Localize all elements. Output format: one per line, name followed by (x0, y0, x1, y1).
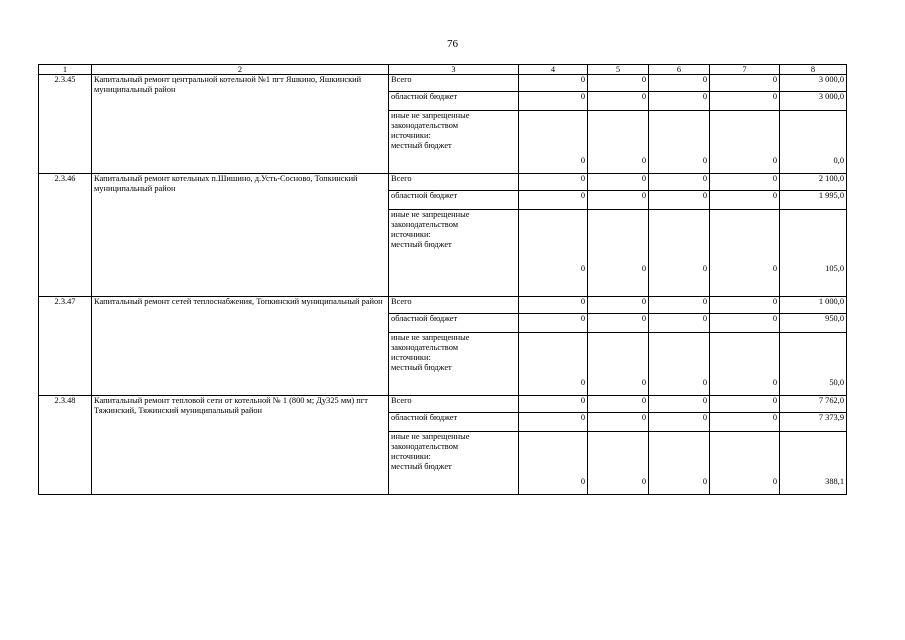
budget-table (38, 64, 847, 495)
item-name: Капитальный ремонт тепловой сети от котельной № 1 (800 м; Ду325 мм) пгт Тяжинский, Тяжинский муниципальный район (92, 396, 389, 495)
source-total-label: Всего (389, 297, 519, 314)
column-header: 2 (92, 65, 389, 75)
value-cell: 0 (588, 191, 649, 210)
table-row-total (39, 75, 847, 92)
source-line: местный бюджет (391, 462, 452, 471)
value-cell: 50,0 (780, 333, 847, 396)
header-row (39, 65, 847, 75)
value-cell: 0 (588, 75, 649, 92)
value-cell: 0 (710, 333, 780, 396)
value-cell: 2 100,0 (780, 174, 847, 191)
value-cell: 3 000,0 (780, 75, 847, 92)
value-cell: 0 (649, 92, 710, 111)
source-line: источники: (391, 452, 431, 461)
value-cell: 388,1 (780, 432, 847, 495)
value-cell: 0 (710, 396, 780, 413)
source-line: источники: (391, 353, 431, 362)
value-cell: 3 000,0 (780, 92, 847, 111)
value-cell: 0 (649, 297, 710, 314)
value-cell: 0 (588, 314, 649, 333)
source-other-label (389, 432, 519, 495)
value-cell: 0 (588, 174, 649, 191)
value-cell: 0 (588, 333, 649, 396)
source-total-label: Всего (389, 75, 519, 92)
value-cell: 0 (649, 174, 710, 191)
source-line: иные не запрещенные (391, 432, 470, 441)
value-cell: 105,0 (780, 210, 847, 297)
table-row-total (39, 396, 847, 413)
value-cell: 0 (519, 297, 588, 314)
value-cell: 0 (588, 210, 649, 297)
value-cell: 0 (649, 432, 710, 495)
value-cell: 7 762,0 (780, 396, 847, 413)
source-other-label (389, 111, 519, 174)
source-line: местный бюджет (391, 141, 452, 150)
item-code: 2.3.46 (39, 174, 92, 297)
value-cell: 0 (649, 333, 710, 396)
item-code: 2.3.47 (39, 297, 92, 396)
value-cell: 1 995,0 (780, 191, 847, 210)
source-total-label: Всего (389, 396, 519, 413)
source-line: иные не запрещенные (391, 333, 470, 342)
item-code: 2.3.45 (39, 75, 92, 174)
value-cell: 7 373,9 (780, 413, 847, 432)
item-name: Капитальный ремонт сетей теплоснабжения, Топкинский муниципальный район (92, 297, 389, 396)
value-cell: 0 (649, 75, 710, 92)
value-cell: 0 (649, 413, 710, 432)
source-line: иные не запрещенные (391, 111, 470, 120)
source-total-label: Всего (389, 174, 519, 191)
source-regional-label: областной бюджет (389, 314, 519, 333)
source-line: источники: (391, 131, 431, 140)
source-regional-label: областной бюджет (389, 413, 519, 432)
value-cell: 0,0 (780, 111, 847, 174)
source-regional-label: областной бюджет (389, 191, 519, 210)
value-cell: 950,0 (780, 314, 847, 333)
value-cell: 0 (519, 396, 588, 413)
item-code: 2.3.48 (39, 396, 92, 495)
value-cell: 0 (710, 191, 780, 210)
value-cell: 0 (710, 174, 780, 191)
source-line: законодательством (391, 121, 459, 130)
source-line: иные не запрещенные (391, 210, 470, 219)
column-header: 5 (588, 65, 649, 75)
page-number: 76 (447, 38, 458, 50)
value-cell: 0 (710, 413, 780, 432)
source-other-label (389, 210, 519, 297)
source-regional-label: областной бюджет (389, 92, 519, 111)
source-other-label (389, 333, 519, 396)
value-cell: 0 (649, 314, 710, 333)
value-cell: 0 (649, 111, 710, 174)
source-line: местный бюджет (391, 363, 452, 372)
column-header: 7 (710, 65, 780, 75)
value-cell: 0 (710, 210, 780, 297)
value-cell: 0 (710, 92, 780, 111)
value-cell: 0 (519, 432, 588, 495)
value-cell: 0 (519, 92, 588, 111)
value-cell: 0 (519, 314, 588, 333)
value-cell: 0 (649, 191, 710, 210)
column-header: 4 (519, 65, 588, 75)
value-cell: 0 (649, 210, 710, 297)
source-line: местный бюджет (391, 240, 452, 249)
value-cell: 0 (710, 75, 780, 92)
value-cell: 0 (519, 191, 588, 210)
value-cell: 0 (519, 111, 588, 174)
source-line: законодательством (391, 343, 459, 352)
value-cell: 0 (588, 396, 649, 413)
table-row-total (39, 174, 847, 191)
column-header: 8 (780, 65, 847, 75)
value-cell: 1 000,0 (780, 297, 847, 314)
value-cell: 0 (519, 174, 588, 191)
source-line: источники: (391, 230, 431, 239)
value-cell: 0 (710, 297, 780, 314)
value-cell: 0 (519, 210, 588, 297)
table-row-total (39, 297, 847, 314)
value-cell: 0 (588, 432, 649, 495)
value-cell: 0 (519, 333, 588, 396)
source-line: законодательством (391, 442, 459, 451)
column-header: 3 (389, 65, 519, 75)
source-line: законодательством (391, 220, 459, 229)
column-header: 1 (39, 65, 92, 75)
value-cell: 0 (519, 75, 588, 92)
value-cell: 0 (710, 111, 780, 174)
value-cell: 0 (519, 413, 588, 432)
column-header: 6 (649, 65, 710, 75)
value-cell: 0 (588, 92, 649, 111)
value-cell: 0 (588, 297, 649, 314)
item-name: Капитальный ремонт центральной котельной №1 пгт Яшкино, Яшкинский муниципальный район (92, 75, 389, 174)
value-cell: 0 (710, 314, 780, 333)
value-cell: 0 (710, 432, 780, 495)
value-cell: 0 (588, 413, 649, 432)
value-cell: 0 (588, 111, 649, 174)
value-cell: 0 (649, 396, 710, 413)
item-name: Капитальный ремонт котельных п.Шишино, д.Усть-Сосново, Топкинский муниципальный район (92, 174, 389, 297)
